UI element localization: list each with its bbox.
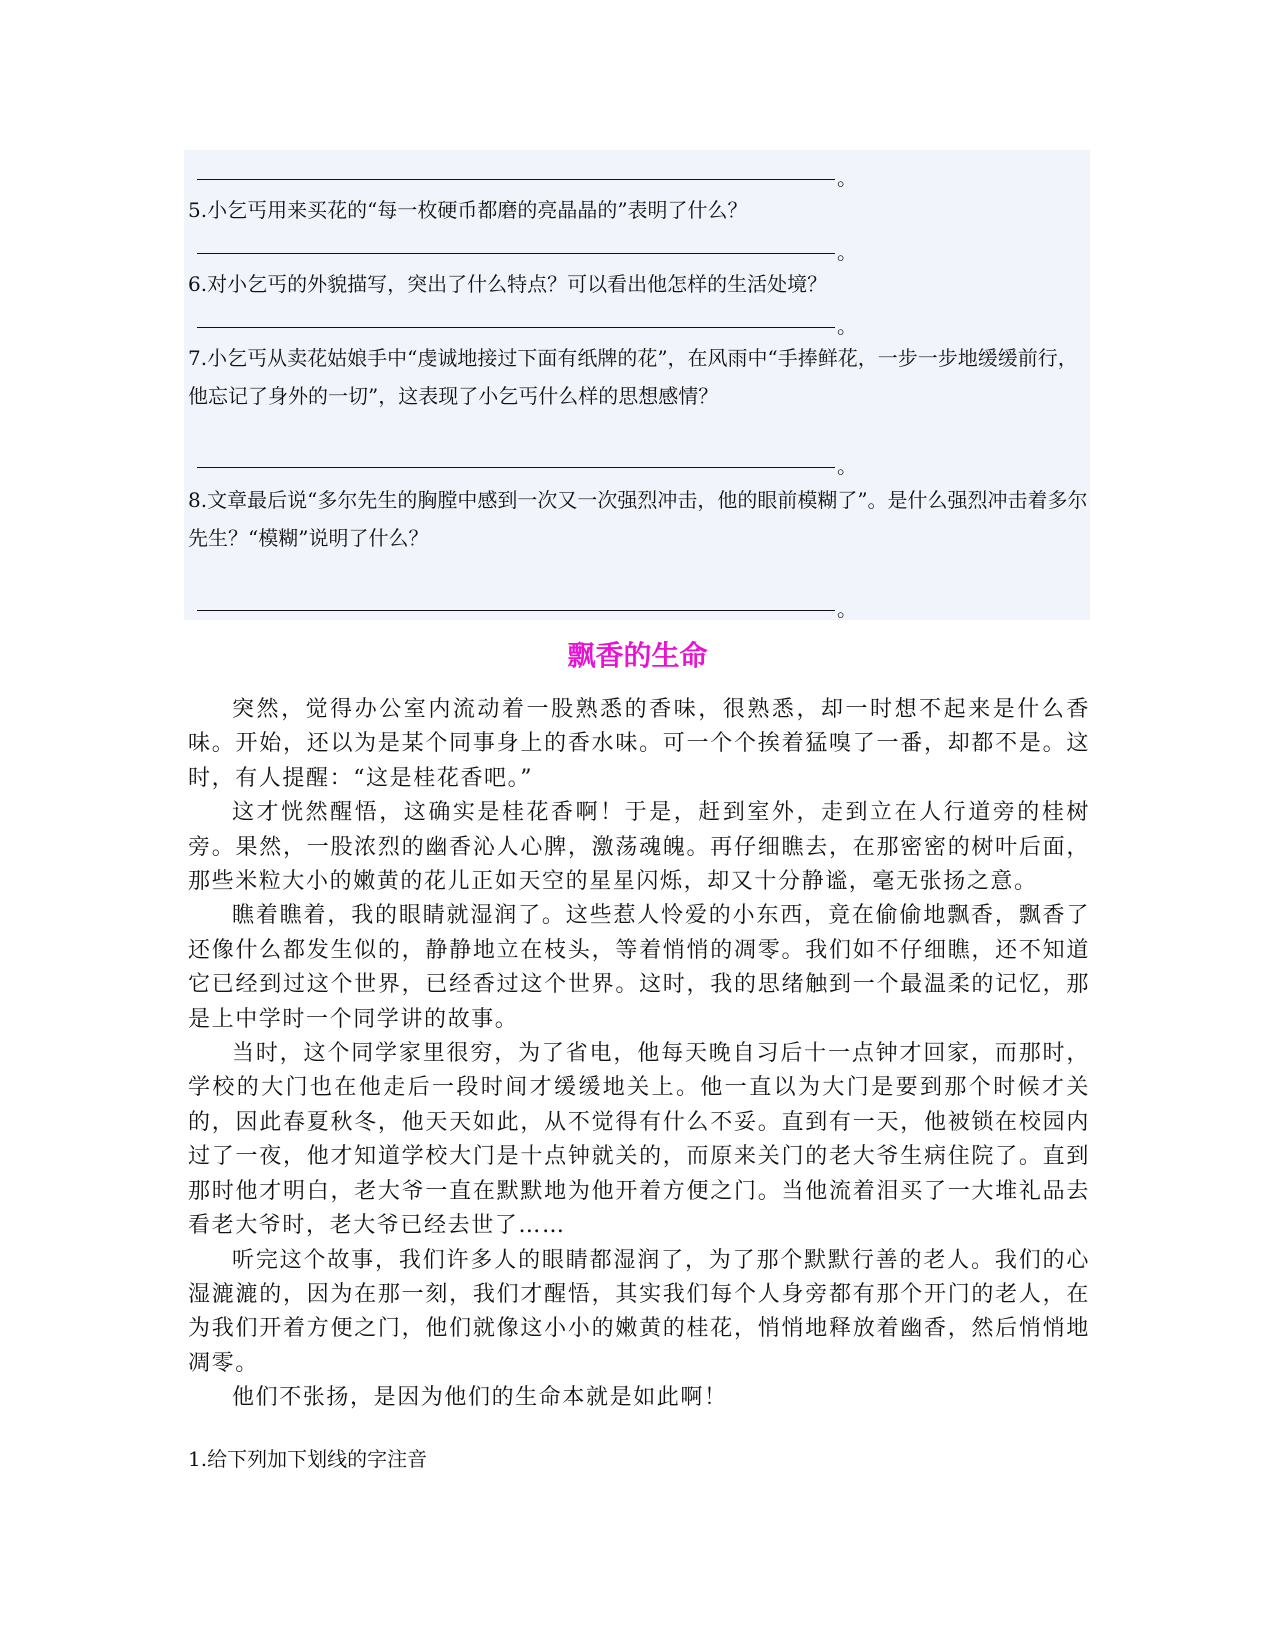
question-number: 5. [188,198,208,222]
essay-paragraph: 听完这个故事，我们许多人的眼睛都湿润了，为了那个默默行善的老人。我们的心湿漉漉的，因为在那一刻，我们才醒悟，其实我们每个人身旁都有那个开门的老人，在为我们开着方便之门，他们就像这小小的嫩黄的桂花，悄悄地释放着幽香，然后悄悄地凋零。 [188,1247,1090,1376]
question-text: 小乞丐从卖花姑娘手中“虔诚地接过下面有纸牌的花”，在风雨中“手捧鲜花，一步一步地缓缓前行，他忘记了身外的一切”，这表现了小乞丐什么样的思想感情？ [188,346,1078,408]
essay-paragraph: 这才恍然醒悟，这确实是桂花香啊！于是，赶到室外，走到立在人行道旁的桂树旁。果然，一股浓烈的幽香沁人心脾，激荡魂魄。再仔细瞧去，在那密密的树叶后面，那些米粒大小的嫩黄的花儿正如天空的星星闪烁，却又十分静谧，毫无张扬之意。 [188,800,1090,895]
question-number: 8. [188,488,208,512]
question-7 [188,339,1090,415]
answer-line[interactable] [197,229,835,254]
answer-period: 。 [837,240,857,264]
question-5 [188,191,1090,229]
question-number: 6. [188,272,208,296]
question-text: 文章最后说“多尔先生的胸膛中感到一次又一次强烈冲击，他的眼前模糊了”。是什么强烈冲击着多尔先生？“模糊”说明了什么？ [188,488,1088,550]
answer-line[interactable] [197,443,835,468]
answer-period: 。 [837,597,857,621]
answer-period: 。 [837,314,857,338]
answer-line[interactable] [197,303,835,328]
answer-period: 。 [837,166,857,190]
answer-period: 。 [837,454,857,478]
next-question: 1.给下列加下划线的字注音 [188,1447,428,1471]
question-text: 小乞丐用来买花的“每一枚硬币都磨的亮晶晶的”表明了什么？ [207,198,748,222]
essay-paragraph: 当时，这个同学家里很穷，为了省电，他每天晚自习后十一点钟才回家，而那时，学校的大门也在他走后一段时间才缓缓地关上。他一直以为大门是要到那个时候才关的，因此春夏秋冬，他天天如此，从不觉得有什么不妥。直到有一天，他被锁在校园内过了一夜，他才知道学校大门是十点钟就关的，而原来关门的老大爷生病住院了。直到那时他才明白，老大爷一直在默默地为他开着方便之门。当他流着泪买了一大堆礼品去看老大爷时，老大爷已经去世了…… [188,1041,1090,1239]
essay-paragraph: 他们不张扬，是因为他们的生命本就是如此啊！ [232,1385,728,1411]
essay-paragraph: 突然，觉得办公室内流动着一股熟悉的香味，很熟悉，却一时想不起来是什么香味。开始，还以为是某个同事身上的香水味。可一个个挨着猛嗅了一番，却都不是。这时，有人提醒：“这是桂花香吧。” [188,697,1090,791]
essay-title: 飘香的生命 [567,639,708,672]
question-8 [188,481,1090,557]
question-number: 7. [188,346,208,370]
answer-line[interactable] [197,586,835,611]
essay-body [188,693,1090,1416]
question-text: 对小乞丐的外貌描写，突出了什么特点？可以看出他怎样的生活处境？ [207,272,828,296]
essay-paragraph: 瞧着瞧着，我的眼睛就湿润了。这些惹人怜爱的小东西，竟在偷偷地飘香，飘香了还像什么都发生似的，静静地立在枝头，等着悄悄的凋零。我们如不仔细瞧，还不知道它已经到过这个世界，已经香过这个世界。这时，我的思绪触到一个最温柔的记忆，那是上中学时一个同学讲的故事。 [188,903,1090,1032]
question-6 [188,265,1090,303]
answer-line[interactable] [197,155,835,180]
